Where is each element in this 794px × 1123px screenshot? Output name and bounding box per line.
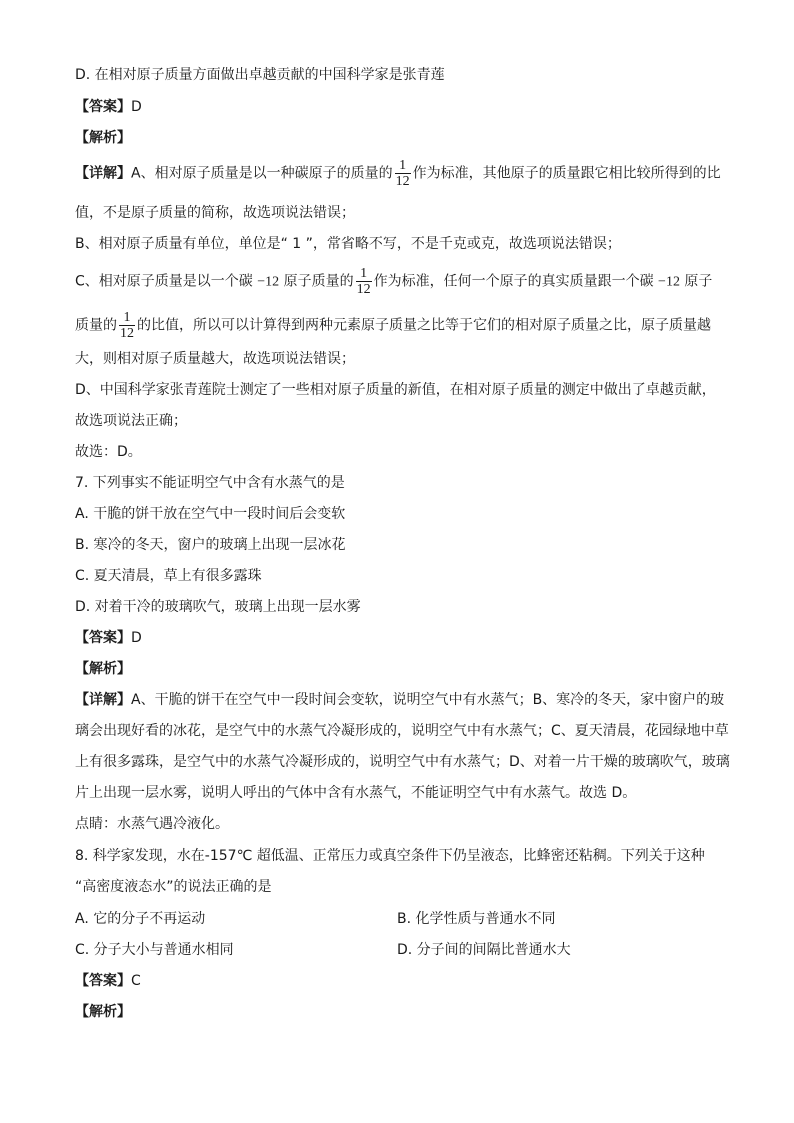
detail-text: 质量的	[75, 317, 117, 334]
q8-option-b: B. 化学性质与普通水不同	[397, 911, 556, 927]
fraction-one-twelfth: $\frac{1}{12}$	[120, 310, 134, 341]
q6-detail-line-d1: D、中国科学家张青莲院士测定了一些相对原子质量的新值，在相对原子质量的测定中做出了卓越贡献，	[75, 382, 716, 398]
q8-analysis-label: 【解析】	[75, 1004, 131, 1020]
q8-option-a: A. 它的分子不再运动	[75, 911, 206, 927]
q8-answer	[75, 972, 141, 990]
detail-label: 【详解】	[75, 692, 131, 708]
detail-label: 【详解】	[75, 165, 131, 182]
detail-text: A、干脆的饼干在空气中一段时间会变软，说明空气中有水蒸气；B、寒冷的冬天，家中窗户的玻	[131, 692, 725, 708]
q6-detail-line-a3: 值，不是原子质量的简称，故选项说法错误；	[75, 205, 355, 221]
answer-label: 【答案】	[75, 973, 131, 989]
detail-text: 原子质量的	[279, 273, 354, 290]
q8-option-d: D. 分子间的间隔比普通水大	[397, 942, 571, 958]
q6-detail-line-a1	[75, 158, 721, 189]
q7-option-c: C. 夏天清晨，草上有很多露珠	[75, 568, 262, 584]
q8-stem-1: 8. 科学家发现，水在-157℃ 超低温、正常压力或真空条件下仍呈液态，比蜂密还粘稠。下列关于这种	[75, 848, 705, 864]
detail-text: 原子	[679, 273, 713, 290]
q7-stem: 7. 下列事实不能证明空气中含有水蒸气的是	[75, 475, 345, 491]
detail-text: 作为标准，任何一个原子的真实质量跟一个碳	[373, 273, 659, 290]
q7-detail-3: 上有很多露珠，是空气中的水蒸气冷凝形成的，说明空气中有水蒸气；D、对着一片干燥的玻璃吹气，玻璃	[75, 754, 730, 770]
answer-label: 【答案】	[75, 630, 131, 646]
minus-twelve: −12	[658, 274, 680, 290]
q6-answer	[75, 98, 142, 116]
q8-option-c: C. 分子大小与普通水相同	[75, 942, 234, 958]
q6-detail-line-b: B、相对原子质量有单位，单位是“ 1 ”，常省略不写，不是千克或克，故选项说法错误；	[75, 236, 621, 252]
fraction-one-twelfth: $\frac{1}{12}$	[356, 266, 371, 297]
q7-analysis-label: 【解析】	[75, 661, 131, 677]
q6-detail-line-d2: 故选项说法正确；	[75, 413, 187, 429]
q7-tip: 点睛：水蒸气遇冷液化。	[75, 816, 229, 832]
detail-text: C、相对原子质量是以一个碳	[75, 273, 258, 290]
q6-analysis-label: 【解析】	[75, 130, 131, 146]
q6-detail-line-c1	[75, 266, 712, 297]
q6-detail-line-c4: 大，则相对原子质量越大，故选项说法错误；	[75, 351, 355, 367]
q8-stem-2: “高密度液态水”的说法正确的是	[75, 879, 272, 895]
q7-answer	[75, 629, 142, 647]
answer-value: D	[131, 99, 142, 115]
q7-option-b: B. 寒冷的冬天，窗户的玻璃上出现一层冰花	[75, 537, 346, 553]
answer-label: 【答案】	[75, 99, 131, 115]
q6-option-d: D. 在相对原子质量方面做出卓越贡献的中国科学家是张青莲	[75, 67, 445, 83]
q7-option-d: D. 对着干冷的玻璃吹气，玻璃上出现一层水雾	[75, 599, 361, 615]
q7-detail-4: 片上出现一层水雾，说明人呼出的气体中含有水蒸气，不能证明空气中有水蒸气。故选 D。	[75, 785, 637, 801]
detail-text: 的比值，所以可以计算得到两种元素原子质量之比等于它们的相对原子质量之比，原子质量越	[137, 317, 711, 334]
minus-twelve: −12	[257, 274, 280, 290]
fraction-one-twelfth: $\frac{1}{12}$	[395, 158, 410, 189]
q7-detail-1	[75, 691, 724, 709]
detail-text: A、相对原子质量是以一种碳原子的质量的	[131, 165, 393, 182]
answer-value: C	[131, 973, 141, 989]
q7-option-a: A. 干脆的饼干放在空气中一段时间后会变软	[75, 506, 346, 522]
q6-choose: 故选：D。	[75, 444, 142, 460]
q6-detail-line-c3	[75, 310, 711, 341]
detail-text: 作为标准，其他原子的质量跟它相比较所得到的比	[412, 165, 721, 182]
q7-detail-2: 璃会出现好看的冰花，是空气中的水蒸气冷凝形成的，说明空气中有水蒸气；C、夏天清晨，花园绿地中草	[75, 723, 729, 739]
answer-value: D	[131, 630, 142, 646]
